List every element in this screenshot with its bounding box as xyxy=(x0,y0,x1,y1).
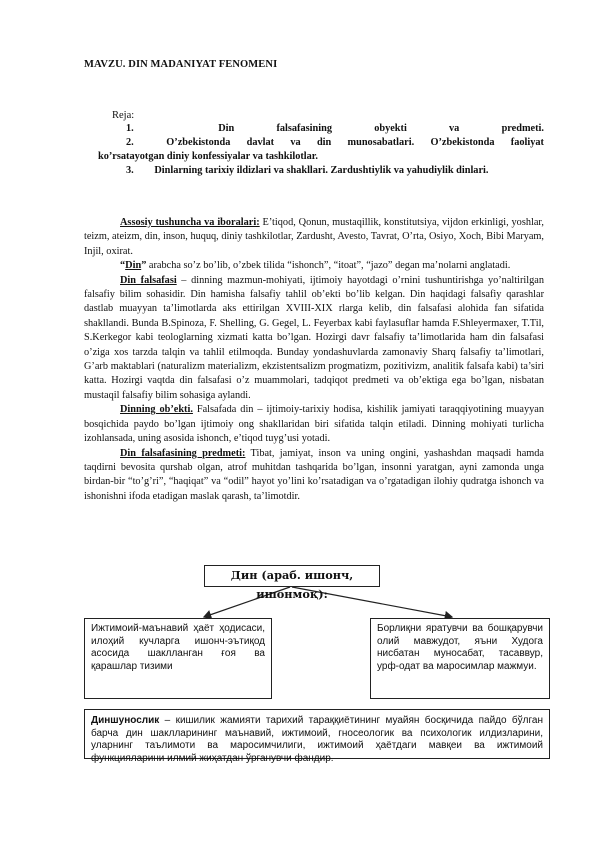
plan-item-1-text: Din falsafasining obyekti va predmeti. xyxy=(218,123,544,134)
plan-item-3-text: Dinlarning tarixiy ildizlari va shakllari. Zardushtiylik va yahudiylik dinlari. xyxy=(154,165,489,176)
predmeti-text: Tibat, jamiyat, inson va uning ongini, yashashdan maqsadi hamda taqdirni bevosita qurshab olgan, atrof muhitdan tashqarida bo’lgan, insonni yaratgan, ayni zamonda unga birdan-bir “to’g’ri”, “haqiqat” va “odil” hayot yo’lini ko’rsatadigan va o’rgatadigan ilohiy qudratga ishonch va ishonishni ifoda etadigan maslak qarash, ta’limotdir. xyxy=(84,447,545,502)
plan-item-2-text-line1: O’zbekistonda davlat va din munosabatlari. O’zbekistonda faoliyat xyxy=(166,137,544,148)
plan-item-1-number: 1. xyxy=(126,123,134,134)
din-definition-text: arabcha so’z bo’lib, o’zbek tilida “ishonch”, “itoat”, “jazo” degan ma’nolarni anglatadi. xyxy=(146,260,511,272)
din-term: “Din” xyxy=(120,260,147,272)
dinning-obekti-text: Falsafada din – ijtimoiy-tarixiy hodisa, kishilik jamiyati taraqqiyotining muayyan bosqichida paydo bo’lgan ijtimoiy ong shakllaridan biri sifatida talqin etiladi. Dinning mohiyati turlicha izohlansada, uning asosida ishonch, e’tiqod tuyg’usi yotadi. xyxy=(84,404,544,445)
din-falsafasi-term: Din falsafasi xyxy=(120,274,177,286)
dinshunoslik-text: – кишилик жамияти тарихий тараққиётининг муайян босқичида пайдо бўлган барча дин шаклларининг маънавий, ижтимоий, гносеологик ва психологик илдизларини, уларнинг таълимоти ва маросимчилиги, ижтимоий ҳаётдаги мавқеи ва ижтимоий функцияларини илмий жиҳатдан ўрганувчи фандир. xyxy=(91,715,543,764)
key-terms-text: E’tiqod, Qonun, mustaqillik, konstitutsiya, vijdon erkinligi, yoshlar, teizm, ateizm, din, inson, huquq, diniy tashkilotlar, Zardusht, Avesto, Tavrat, O’rta, Osiyo, Xoch, Bibi Maryam, Injil, oxirat. xyxy=(84,217,545,257)
page-title: MAVZU. DIN MADANIYAT FENOMENI xyxy=(84,59,278,70)
plan-label: Reja: xyxy=(112,110,135,121)
diagram-right-box: Борлиқни яратувчи ва бошқарувчи олий мавжудот, яъни Худога нисбатан муносабат, тасаввур, урф-одат ва маросимлар мажмуи. xyxy=(370,618,550,699)
dinning-obekti-term: Dinning ob’ekti. xyxy=(120,404,193,416)
predmeti-term: Din falsafasining predmeti: xyxy=(120,447,246,459)
diagram-bottom-box xyxy=(84,709,550,764)
plan-item-2-number: 2. xyxy=(126,137,134,148)
dinshunoslik-term: Диншунослик xyxy=(91,715,160,726)
din-falsafasi-text: – dinning mazmun-mohiyati, ijtimoiy hayotdagi o’rnini tushuntirishga yo’naltirilgan falsafiy bilim sohasidir. Din hamisha falsafiy tahlil ob’ekti bo’lib kelgan. Din haqidagi falsafiy qarashlar dastlab muayyan ta’limotlarda aks ettirilgan XVIII-XIX rlarga kelib, din falsafasi alohida fan sifatida shakllandi. Bunda B.Spinoza, F. Shelling, G. Gegel, L. Feyerbax kabi faylasuflar hamda F.Shleyermaxer, T.Til, S.Kerkegor kabi teologlarning xizmati katta bo’lgan. Hozirgi davr falsafiy ta’limotlarida ham din falsafasi o’ziga xos tarzda talqin va tahlil etilmoqda. Bunday yondashuvlarda zamonaviy Sharq falsafiy ta’limotlari, G’arb maktablari (naturalizm materializm, ekzistentsalizm progmatizm, pozitivizm, analitik falsafa kabi) ta’siri katta. Hozirgi vaqtda din falsafasi o’z muammolari, tadqiqot predmeti va ob’ektiga ega bo’lgan, nisbatan mustaqil falsafiy bilim sohasiga aylandi. xyxy=(84,274,544,401)
diagram-left-box: Ижтимоий-маънавий ҳаёт ҳодисаси, илоҳий кучларга ишонч-эътиқод асосида шаклланган ғоя ва қарашлар тизими xyxy=(84,618,272,699)
plan-item-3-number: 3. xyxy=(126,165,134,176)
key-terms-heading: Assosiy tushuncha va iboralari: xyxy=(120,217,260,228)
diagram-main-box: Дин (араб. ишонч, ишонмоқ): xyxy=(204,565,380,587)
plan-item-2-text-line2: ko’rsatayotgan diniy konfessiyalar va tashkilotlar. xyxy=(98,151,318,162)
